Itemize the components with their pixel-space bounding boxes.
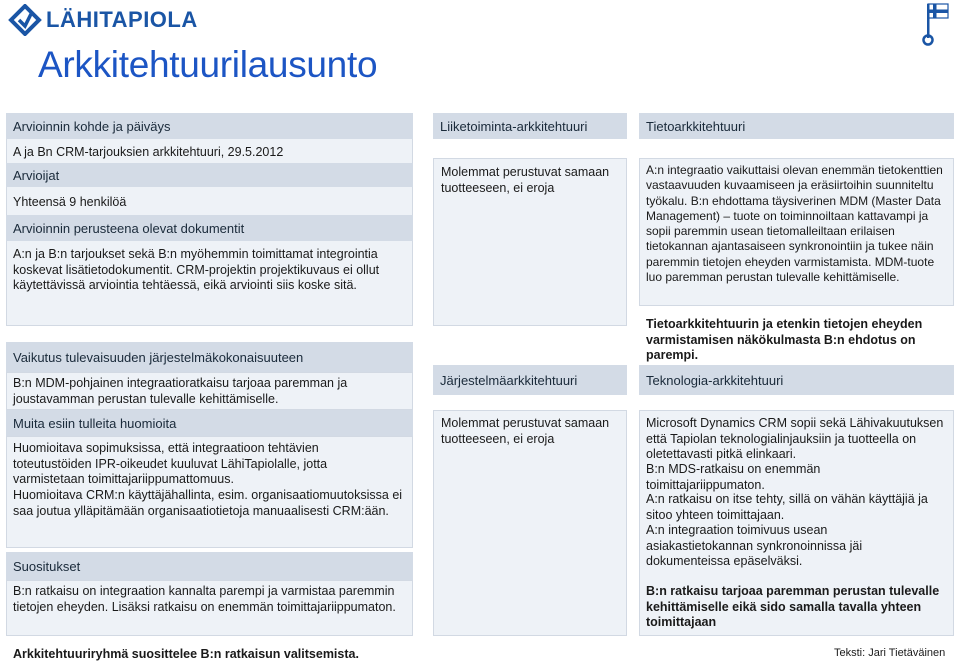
recommendation-summary: Arkkitehtuuriryhmä suosittelee B:n ratkaisun valitsemista.	[13, 647, 359, 661]
section-text-target-date: A ja Bn CRM-tarjouksien arkkitehtuuri, 29.5.2012	[13, 145, 284, 159]
section-text-other-notes-1: Huomioitava sopimuksissa, että integraatioon tehtävien toteutustöiden IPR-oikeudet kuuluvat LähiTapiolalle, jotta varmistetaan toimittajariippumattomuus.	[13, 441, 328, 486]
brand-logo	[8, 4, 198, 36]
technology-conclusion: B:n ratkaisu tarjoaa paremman perustan tulevalle kehittämiselle eikä sido samalla tavalla yhteen toimittajaan	[646, 584, 940, 629]
header-technology-architecture: Teknologia-arkkitehtuuri	[639, 365, 954, 395]
section-header-target-date: Arvioinnin kohde ja päiväys	[6, 113, 413, 139]
section-text-impact: B:n MDM-pohjainen integraatioratkaisu tarjoaa paremman ja joustavamman perustan tulevalle kehittämiselle.	[13, 376, 348, 406]
technology-text-2: B:n MDS-ratkaisu on enemmän toimittajariippumaton.	[646, 462, 821, 492]
section-text-documents: A:n ja B:n tarjoukset sekä B:n myöhemmin toimittamat integrointia koskevat lisätietodokumentit. CRM-projektin projektikuvaus ei ollut käytettävissä arviointia tehtäessä, eikä arviointi siis koske sitä.	[13, 247, 380, 292]
technology-text-1: Microsoft Dynamics CRM sopii sekä Lähivakuutuksen että Tapiolan teknologialinjauksiin ja tuotteella on oletettavasti pitkä elinkaari.	[646, 416, 944, 461]
author-credit: Teksti: Jari Tietäväinen	[834, 647, 946, 659]
finnish-flag-icon	[918, 2, 952, 46]
system-architecture-text: Molemmat perustuvat samaan tuotteeseen, ei eroja	[441, 416, 610, 446]
section-header-recommendations: Suositukset	[6, 552, 413, 580]
technology-text-3: A:n ratkaisu on itse tehty, sillä on vähän käyttäjiä ja sitoo yhteen toimittajaan.	[646, 492, 928, 522]
header-information-architecture: Tietoarkkitehtuuri	[639, 113, 954, 139]
information-architecture-conclusion: Tietoarkkitehtuurin ja etenkin tietojen eheyden varmistamisen näkökulmasta B:n ehdotus on parempi.	[646, 317, 923, 362]
header-business-architecture: Liiketoiminta-arkkitehtuuri	[433, 113, 627, 139]
technology-text-4: A:n integraation toimivuus usean asiakastietokannan synkronoinnissa jäi dokumenteissa epäselväksi.	[646, 523, 863, 568]
section-text-evaluators: Yhteensä 9 henkilöä	[13, 195, 127, 209]
section-text-recommendations: B:n ratkaisu on integraation kannalta parempi ja varmistaa paremmin tietojen eheyden. Lisäksi ratkaisu on enemmän toimittajariippumaton.	[13, 584, 396, 614]
section-header-other-notes: Muita esiin tulleita huomioita	[6, 410, 413, 436]
lahitapiola-logo-icon	[8, 4, 42, 36]
information-architecture-text: A:n integraatio vaikuttaisi olevan enemmän tietokenttien vastaavuuden kuvaamiseen ja eräsiirtoihin suunniteltu työkalu. B:n ehdottama täysiverinen MDM (Master Data Management) – tuote on toiminnoiltaan kattavampi ja sopii paremmin usean tietomalleiltaan erilaisen tietokannan ajantasaiseen synkronointiin ja tukee näin paremmin tietojen eheyden varmistamista. MDM-tuote luo paremman perustan tulevalle kehittämiselle.	[646, 163, 943, 285]
section-header-documents: Arvioinnin perusteena olevat dokumentit	[6, 215, 413, 241]
section-header-impact: Vaikutus tulevaisuuden järjestelmäkokonaisuuteen	[6, 342, 413, 372]
header-system-architecture: Järjestelmäarkkitehtuuri	[433, 365, 627, 395]
section-text-other-notes-2: Huomioitava CRM:n käyttäjähallinta, esim. organisaatiomuutoksissa ei saa joutua ylläpitämään organisaatiotietoja manuaalisesti CRM:ään.	[13, 488, 403, 518]
page-title: Arkkitehtuurilausunto	[38, 44, 378, 85]
business-architecture-text: Molemmat perustuvat samaan tuotteeseen, ei eroja	[441, 165, 610, 195]
brand-name: LÄHITAPIOLA	[46, 7, 198, 32]
section-header-evaluators: Arvioijat	[6, 163, 413, 187]
